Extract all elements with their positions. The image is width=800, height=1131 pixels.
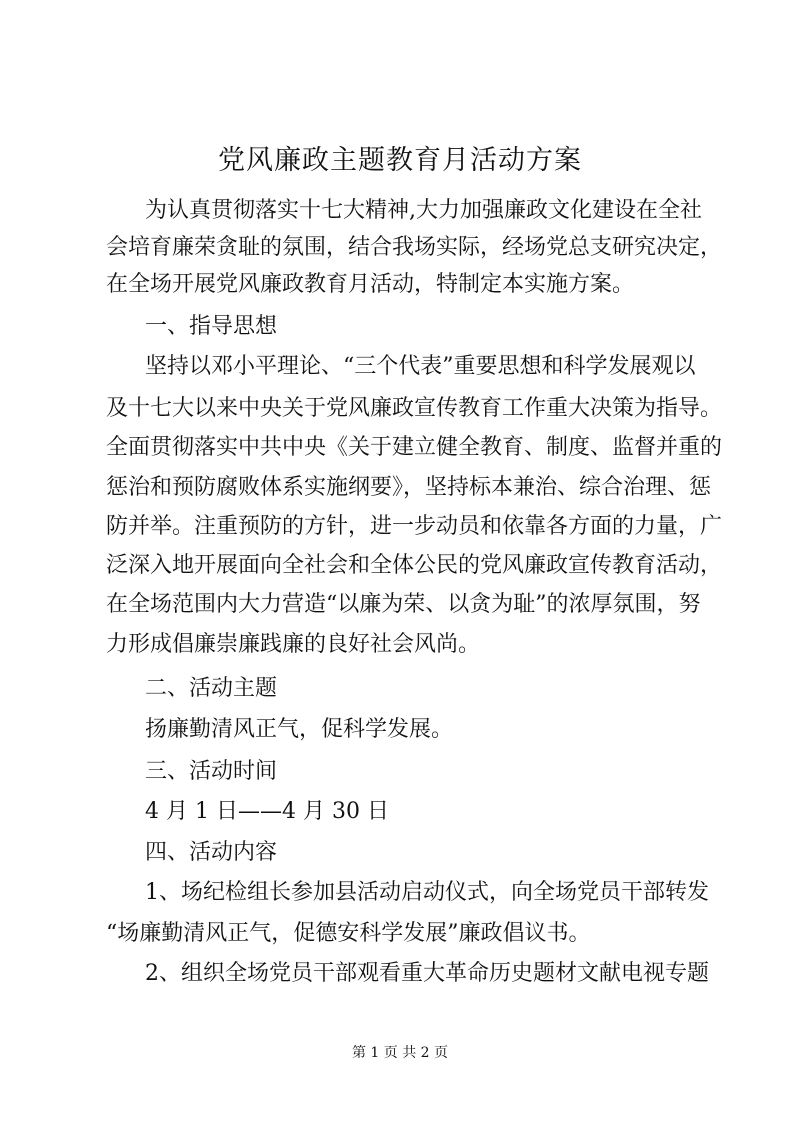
paragraph-line: 泛深入地开展面向全社会和全体公民的党风廉政宣传教育活动， (106, 553, 723, 578)
paragraph-line: 防并举。注重预防的方针，进一步动员和依靠各方面的力量，广 (106, 514, 723, 539)
paragraph-line: 在全场范围内大力营造“以廉为荣、以贪为耻”的浓厚氛围，努 (106, 592, 701, 617)
paragraph-line: 为认真贯彻落实十七大精神,大力加强廉政文化建设在全社 (145, 198, 702, 223)
section-heading: 二、活动主题 (145, 676, 278, 701)
paragraph-line: 全面贯彻落实中共中央《关于建立健全教育、制度、监督并重的 (106, 435, 723, 460)
page-footer: 第 1 页 共 2 页 (351, 1045, 449, 1061)
paragraph-line: “场廉勤清风正气，促德安科学发展”廉政倡议书。 (106, 921, 591, 946)
paragraph-line: 会培育廉荣贪耻的氛围，结合我场实际，经场党总支研究决定， (106, 235, 723, 260)
paragraph-line: 在全场开展党风廉政教育月活动，特制定本实施方案。 (106, 272, 635, 297)
paragraph-line: 力形成倡廉崇廉践廉的良好社会风尚。 (106, 632, 481, 657)
paragraph-line: 1、场纪检组长参加县活动启动仪式，向全场党员干部转发 (145, 880, 709, 905)
paragraph-line: 惩治和预防腐败体系实施纲要》，坚持标本兼治、综合治理、惩 (106, 475, 712, 500)
paragraph-line: 4 月 1 日——4 月 30 日 (145, 799, 389, 824)
section-heading: 三、活动时间 (145, 759, 278, 784)
paragraph-line: 及十七大以来中央关于党风廉政宣传教育工作重大决策为指导。 (106, 396, 723, 421)
paragraph-line: 2、组织全场党员干部观看重大革命历史题材文献电视专题 (145, 961, 709, 986)
paragraph-line: 坚持以邓小平理论、“三个代表”重要思想和科学发展观以 (145, 354, 696, 379)
section-heading: 一、指导思想 (145, 314, 278, 339)
section-heading: 四、活动内容 (145, 840, 278, 865)
document-title: 党风廉政主题教育月活动方案 (218, 145, 582, 176)
paragraph-line: 扬廉勤清风正气，促科学发展。 (145, 717, 454, 742)
